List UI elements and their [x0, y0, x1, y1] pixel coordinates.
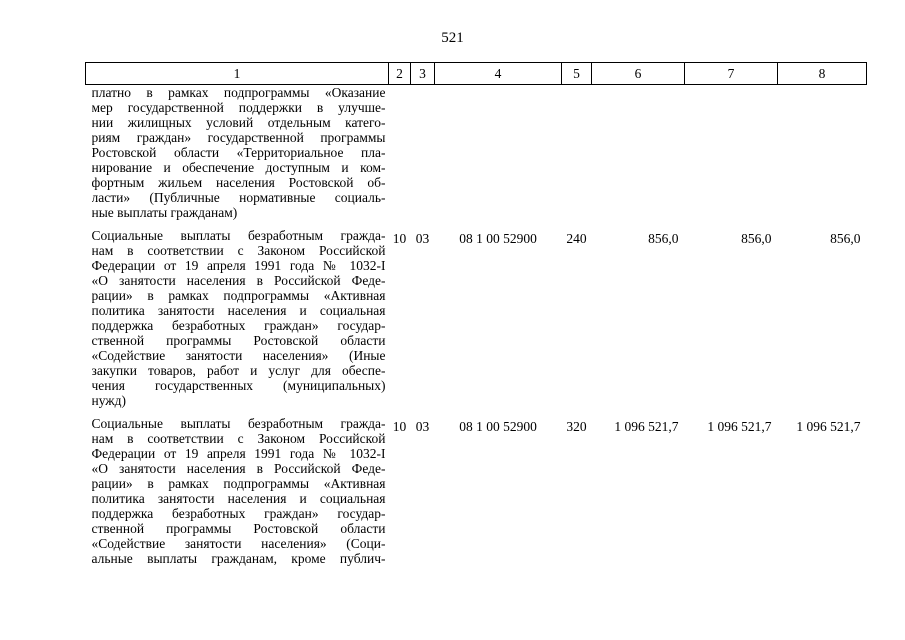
description-line: «О занятости населения в Российской Феде- — [91, 273, 386, 288]
row-spacer — [86, 220, 867, 228]
amount-column-6: 1 096 521,7 — [614, 419, 679, 434]
description-line: рации» в рамках подпрограммы «Активная — [91, 288, 386, 303]
subsection-code — [411, 85, 435, 221]
description-line: альные выплаты гражданам, кроме публич- — [91, 551, 386, 566]
section-code: 10 — [392, 231, 407, 246]
column-header: 7 — [685, 63, 778, 85]
description-line: платно в рамках подпрограммы «Оказание — [91, 85, 386, 100]
amount-column-7: 856,0 — [741, 231, 772, 246]
description-line: «Содействие занятости населения» (Соци- — [91, 536, 386, 551]
description-line: «Содействие занятости населения» (Иные — [91, 348, 386, 363]
row-spacer — [86, 408, 867, 416]
amount-column-7 — [685, 85, 778, 221]
column-header: 3 — [411, 63, 435, 85]
description-line: ственной программы Ростовской области — [91, 521, 386, 536]
expense-type-code: 320 — [566, 419, 587, 434]
description-line: чения государственных (муниципальных) — [91, 378, 386, 393]
description-line: закупки товаров, работ и услуг для обеспе- — [91, 363, 386, 378]
column-header: 8 — [778, 63, 867, 85]
target-article-code — [435, 85, 562, 221]
section-code: 10 — [392, 419, 407, 434]
budget-table — [85, 62, 867, 566]
column-header: 2 — [389, 63, 411, 85]
description-line: нирование и обеспечение доступным и ком- — [91, 160, 386, 175]
table-header-row — [86, 63, 867, 85]
description-line: ственной программы Ростовской области — [91, 333, 386, 348]
subsection-code: 03 — [415, 231, 430, 246]
expense-type-code — [562, 85, 592, 221]
target-article-code: 08 1 00 52900 — [459, 419, 537, 434]
description-line: нам в соответствии с Законом Российской — [91, 431, 386, 446]
table-body — [86, 85, 867, 567]
table-row — [86, 228, 867, 408]
amount-column-6 — [592, 85, 685, 221]
description-line: нии жилищных условий отдельным катего- — [91, 115, 386, 130]
description-line: «О занятости населения в Российской Феде- — [91, 461, 386, 476]
description-line: нам в соответствии с Законом Российской — [91, 243, 386, 258]
row-description — [86, 85, 389, 221]
description-line: Ростовской области «Территориальное пла- — [91, 145, 386, 160]
description-line: Социальные выплаты безработным гражда- — [91, 416, 386, 431]
description-line: рации» в рамках подпрограммы «Активная — [91, 476, 386, 491]
description-line: Федерации от 19 апреля 1991 года № 1032-I — [91, 446, 386, 461]
description-line: фортным жильем населения Ростовской об- — [91, 175, 386, 190]
section-code — [389, 85, 411, 221]
description-line: ные выплаты гражданам) — [91, 205, 238, 220]
description-line: нужд) — [91, 393, 126, 408]
subsection-code: 03 — [415, 419, 430, 434]
table-row — [86, 416, 867, 566]
description-line: политика занятости населения и социальная — [91, 491, 386, 506]
description-line: ласти» (Публичные нормативные социаль- — [91, 190, 386, 205]
column-header: 4 — [435, 63, 562, 85]
description-line: Социальные выплаты безработным гражда- — [91, 228, 386, 243]
description-line: риям граждан» государственной программы — [91, 130, 386, 145]
description-line: поддержка безработных граждан» государ- — [91, 506, 386, 521]
expense-type-code: 240 — [566, 231, 587, 246]
description-line: мер государственной поддержки в улучше- — [91, 100, 386, 115]
amount-column-6: 856,0 — [648, 231, 679, 246]
amount-column-7: 1 096 521,7 — [707, 419, 772, 434]
page-number: 521 — [441, 30, 464, 46]
amount-column-8: 856,0 — [830, 231, 861, 246]
column-header: 6 — [592, 63, 685, 85]
column-header: 5 — [562, 63, 592, 85]
amount-column-8 — [778, 85, 867, 221]
column-header: 1 — [86, 63, 389, 85]
description-line: Федерации от 19 апреля 1991 года № 1032-I — [91, 258, 386, 273]
row-description — [86, 228, 389, 408]
row-description — [86, 416, 389, 566]
description-line: поддержка безработных граждан» государ- — [91, 318, 386, 333]
amount-column-8: 1 096 521,7 — [796, 419, 861, 434]
table-row — [86, 85, 867, 221]
description-line: политика занятости населения и социальная — [91, 303, 386, 318]
target-article-code: 08 1 00 52900 — [459, 231, 537, 246]
